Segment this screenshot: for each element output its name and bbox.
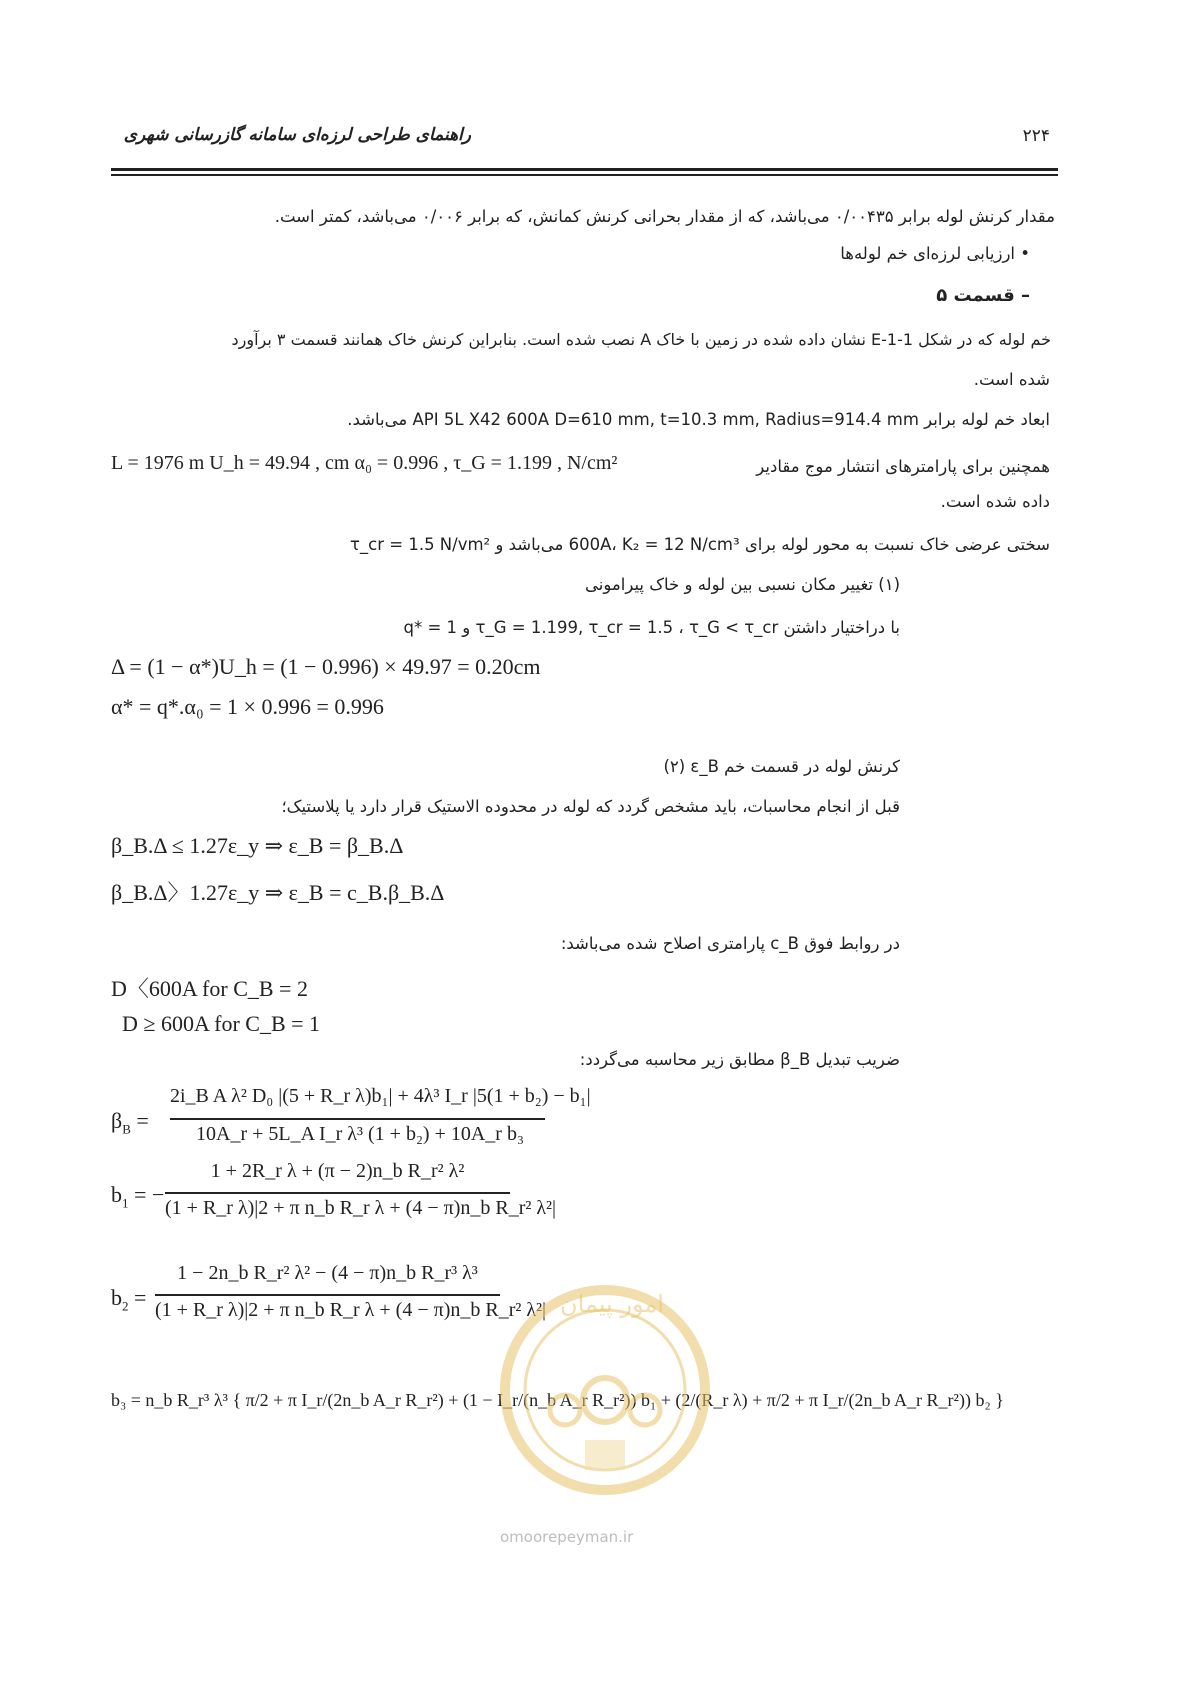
watermark-url: omoorepeyman.ir bbox=[500, 1528, 634, 1546]
b2-label: $b_2$ = bbox=[111, 1285, 147, 1314]
bullet-seismic-evaluation: • ارزیابی لرزه‌ای خم لوله‌ها bbox=[840, 244, 1030, 263]
paragraph-cb-definition: در روابط فوق c_B پارامتری اصلاح شده می‌باشد: bbox=[560, 934, 900, 953]
equation-cb-large: D ≥ 600A for C_B = 1 bbox=[122, 1011, 321, 1036]
paragraph-wave-params-cont: داده شده است. bbox=[940, 492, 1050, 511]
equation-b3: b₃ = n_b R_r³ λ³ { π/2 + π I_r/(2n_b A_r R_r²) + (1 − I_r/(n_b A_r R_r²)) b₁ + (2/(R_r λ) + π/2 + π I_r/(2n_b A_r R_r²)) b₂ } bbox=[111, 1390, 1004, 1410]
item-condition: با دراختیار داشتن τ_G = 1.199, τ_cr = 1.5 ، τ_G < τ_cr و q* = 1 bbox=[403, 618, 900, 637]
paragraph-elastic-check: قبل از انجام محاسبات، باید مشخص گردد که لوله در محدوده الاستیک قرار دارد یا پلاستیک؛ bbox=[281, 797, 900, 816]
equation-b2-numerator: 1 − 2n_b R_r² λ² − (4 − π)n_b R_r³ λ³ bbox=[177, 1262, 478, 1284]
equation-delta: Δ = (1 − α*)U_h = (1 − 0.996) × 49.97 = 0.20cm bbox=[111, 654, 541, 679]
paragraph-bend-dimensions: ابعاد خم لوله برابر API 5L X42 600A D=610 mm, t=10.3 mm, Radius=914.4 mm می‌باشد. bbox=[347, 410, 1050, 429]
equation-b1-denominator: (1 + R_r λ)|2 + π n_b R_r λ + (4 − π)n_b R_r² λ²| bbox=[165, 1197, 557, 1219]
paragraph-soil-stiffness: سختی عرضی خاک نسبت به محور لوله برای 600A، K₂ = 12 N/cm³ می‌باشد و τ_cr = 1.5 N/vm² bbox=[349, 535, 1050, 554]
section-heading: – قسمت ۵ bbox=[936, 285, 1030, 306]
equation-cb-small: D〈600A for C_B = 2 bbox=[111, 976, 308, 1001]
beta-label: $\beta_B$ = bbox=[111, 1108, 149, 1137]
equation-beta-denominator: 10A_r + 5L_A I_r λ³ (1 + b₂) + 10A_r b₃ bbox=[196, 1123, 524, 1145]
paragraph-beta-definition: ضریب تبدیل β_B مطابق زیر محاسبه می‌گردد: bbox=[579, 1050, 900, 1069]
equation-beta-numerator: 2i_B A λ² D₀ |(5 + R_r λ)b₁| + 4λ³ I_r |5(1 + b₂) − b₁| bbox=[170, 1085, 591, 1107]
paragraph-wave-params-text: همچنین برای پارامترهای انتشار موج مقادیر bbox=[756, 457, 1050, 476]
header-rule-thin bbox=[111, 174, 1058, 176]
equation-wave-params: L = 1976 m U_h = 49.94 , cm α₀ = 0.996 , τ_G = 1.199 , N/cm² bbox=[111, 452, 618, 474]
fraction-bar-b1 bbox=[165, 1192, 510, 1194]
paragraph-strain-result: مقدار کرنش لوله برابر ۰/۰۰۴۳۵ می‌باشد، که از مقدار بحرانی کرنش کمانش، که برابر ۰/۰۰۶ می‌باشد، کمتر است. bbox=[274, 207, 1055, 226]
fraction-bar-b2 bbox=[155, 1294, 500, 1296]
equation-plastic: β_B.Δ〉1.27ε_y ⇒ ε_B = c_B.β_B.Δ bbox=[111, 880, 445, 905]
paragraph-bend-location: خم لوله که در شکل E-1-1 نشان داده شده در زمین با خاک A نصب شده است. بنابراین کرنش خاک همانند قسمت ۳ برآورد bbox=[231, 330, 1051, 349]
equation-b1-numerator: 1 + 2R_r λ + (π − 2)n_b R_r² λ² bbox=[210, 1160, 465, 1182]
item-relative-displacement: (۱) تغییر مکان نسبی بین لوله و خاک پیرامونی bbox=[585, 575, 900, 594]
b1-label: $b_1$ = − bbox=[111, 1182, 165, 1211]
running-title: راهنمای طراحی لرزه‌ای سامانه گازرسانی شهری bbox=[123, 125, 471, 145]
header-rule-thick bbox=[111, 168, 1058, 171]
item-bend-strain: (۲) ε_B کرنش لوله در قسمت خم bbox=[663, 757, 900, 776]
watermark-logo-text: امور پیمان bbox=[560, 1290, 664, 1318]
paragraph-bend-location-cont: شده است. bbox=[973, 370, 1050, 389]
equation-b2-denominator: (1 + R_r λ)|2 + π n_b R_r λ + (4 − π)n_b R_r² λ²| bbox=[155, 1299, 547, 1321]
equation-elastic: β_B.Δ ≤ 1.27ε_y ⇒ ε_B = β_B.Δ bbox=[111, 833, 404, 858]
fraction-bar-beta bbox=[170, 1118, 545, 1120]
equation-alpha-star: α* = q*.α₀ = 1 × 0.996 = 0.996 bbox=[111, 694, 384, 719]
page-number: ۲۲۴ bbox=[1022, 126, 1050, 146]
